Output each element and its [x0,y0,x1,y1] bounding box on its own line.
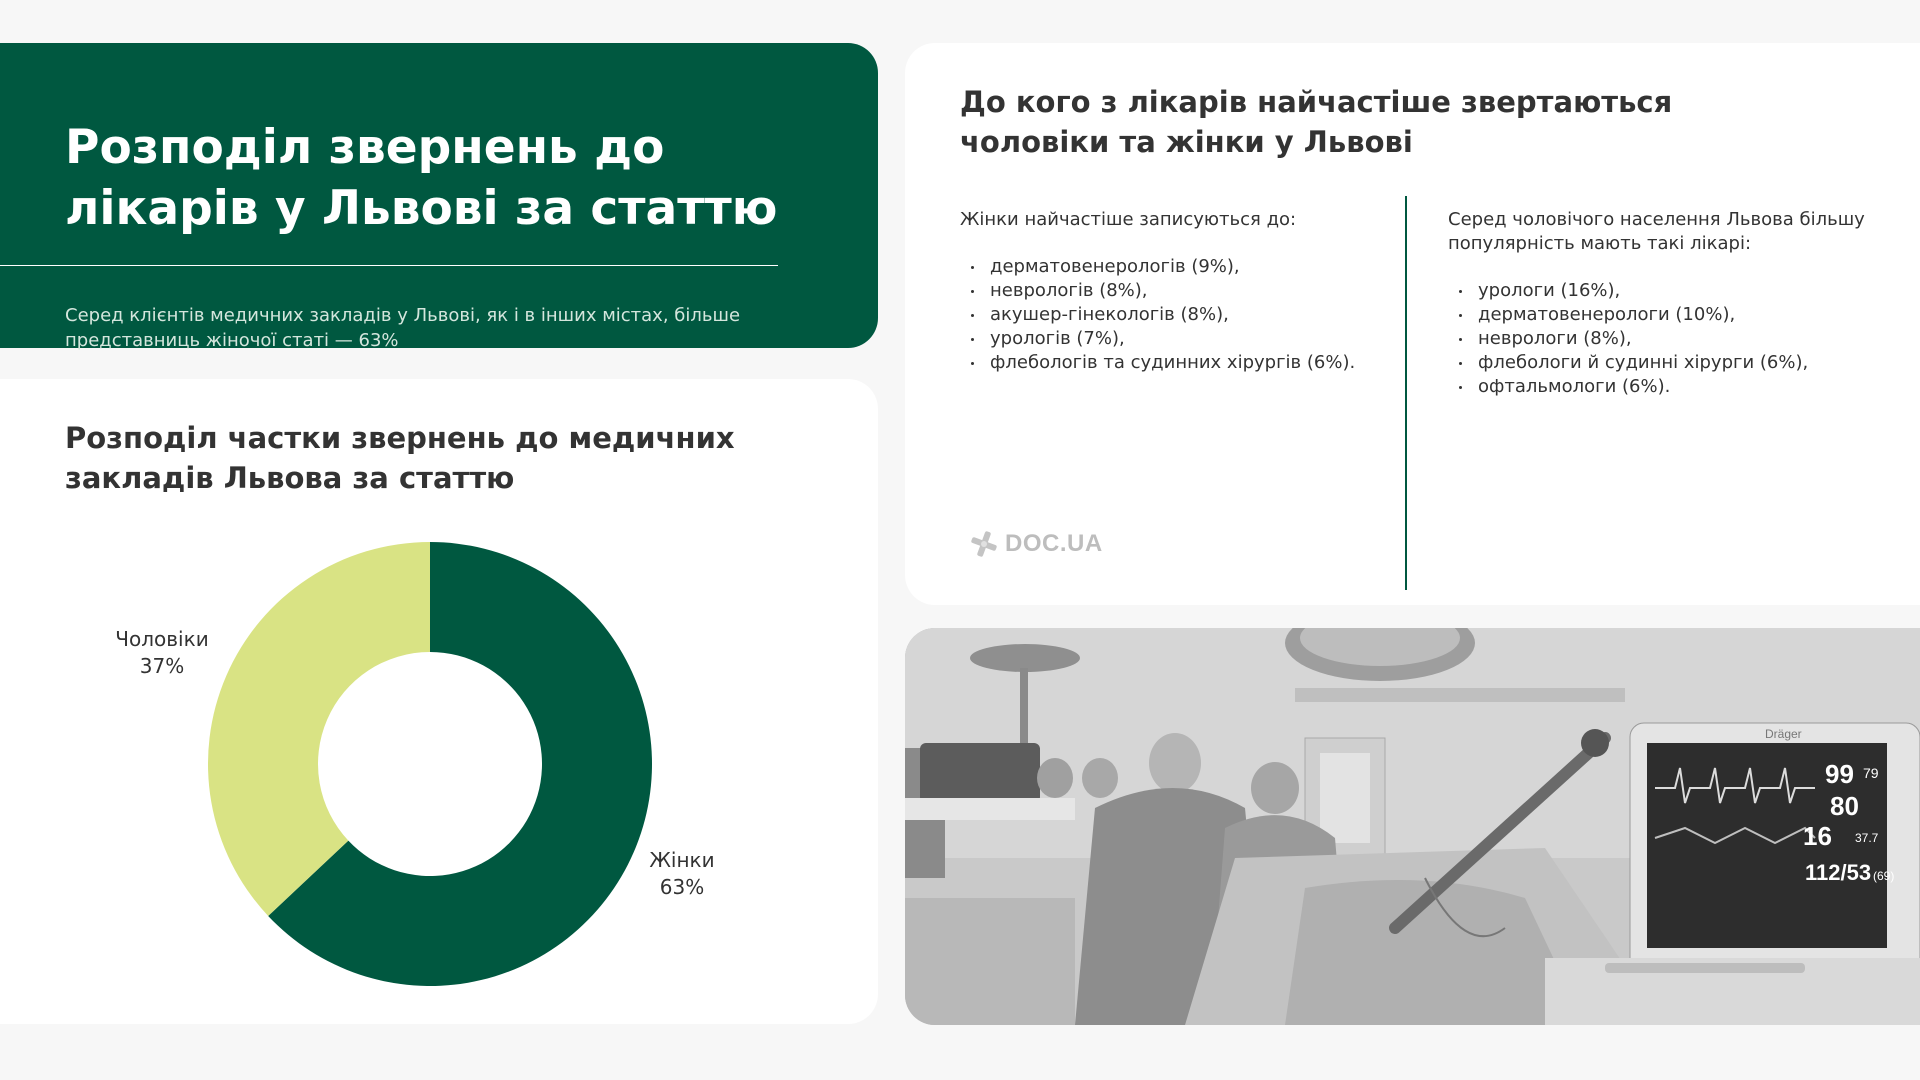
women-heading: Жінки найчастіше записуються до: [960,209,1297,230]
list-item: флебологів та судинних хірургів (6%). [960,351,1400,375]
women-list [960,255,1400,375]
slice-label: Чоловіки [115,627,209,651]
doc-ua-logo [969,529,1103,559]
list-item: дерматовенерологів (9%), [960,255,1400,279]
monitor-readout-pulse: 80 [1830,791,1859,821]
monitor-readout-map: (69) [1873,869,1895,883]
monitor-readout-small: 79 [1863,765,1879,781]
photo-illustration [905,628,1920,1025]
men-heading: Серед чоловічого населення Львова більшу популярність мають такі лікарі: [1448,209,1865,254]
hero-subtitle: Серед клієнтів медичних закладів у Львові, як і в інших містах, більше представниць жіночої статі — 63% [65,305,741,351]
slice-value-label: 63% [659,875,705,899]
column-divider [1405,196,1407,590]
plus-cross-logo-icon [969,529,999,559]
list-item: неврологів (8%), [960,279,1400,303]
donut-slice-men [208,542,430,916]
list-item: урологів (7%), [960,327,1400,351]
list-item: акушер-гінекологів (8%), [960,303,1400,327]
operating-room-photo [905,628,1920,1025]
monitor-readout-bp: 112/53 [1805,860,1872,885]
hero-divider [0,265,778,266]
donut-chart [0,379,878,1024]
slice-value-label: 37% [139,654,185,678]
info-card [905,43,1920,605]
list-item: неврологи (8%), [1448,327,1888,351]
page-title: Розподіл звернень до лікарів у Львові за статтю [65,120,778,236]
list-item: офтальмологи (6%). [1448,375,1888,399]
men-list [1448,279,1888,399]
info-title: До кого з лікарів найчастіше звертаються чоловіки та жінки у Львові [960,85,1673,159]
chart-title: Розподіл частки звернень до медичних закладів Львова за статтю [65,421,735,495]
monitor-readout-temp: 37.7 [1855,831,1879,845]
list-item: урологи (16%), [1448,279,1888,303]
chart-card [0,379,878,1024]
hero-banner [0,43,878,351]
logo-text: DOC.UA [1005,530,1103,557]
monitor-readout-spo2: 99 [1825,759,1854,789]
monitor-brand: Dräger [1765,727,1802,741]
women-column [960,208,1400,375]
men-column [1448,208,1888,399]
list-item: флебологи й судинні хірурги (6%), [1448,351,1888,375]
slice-label: Жінки [649,848,715,872]
list-item: дерматовенерологи (10%), [1448,303,1888,327]
monitor-readout-resp: 16 [1803,821,1832,851]
